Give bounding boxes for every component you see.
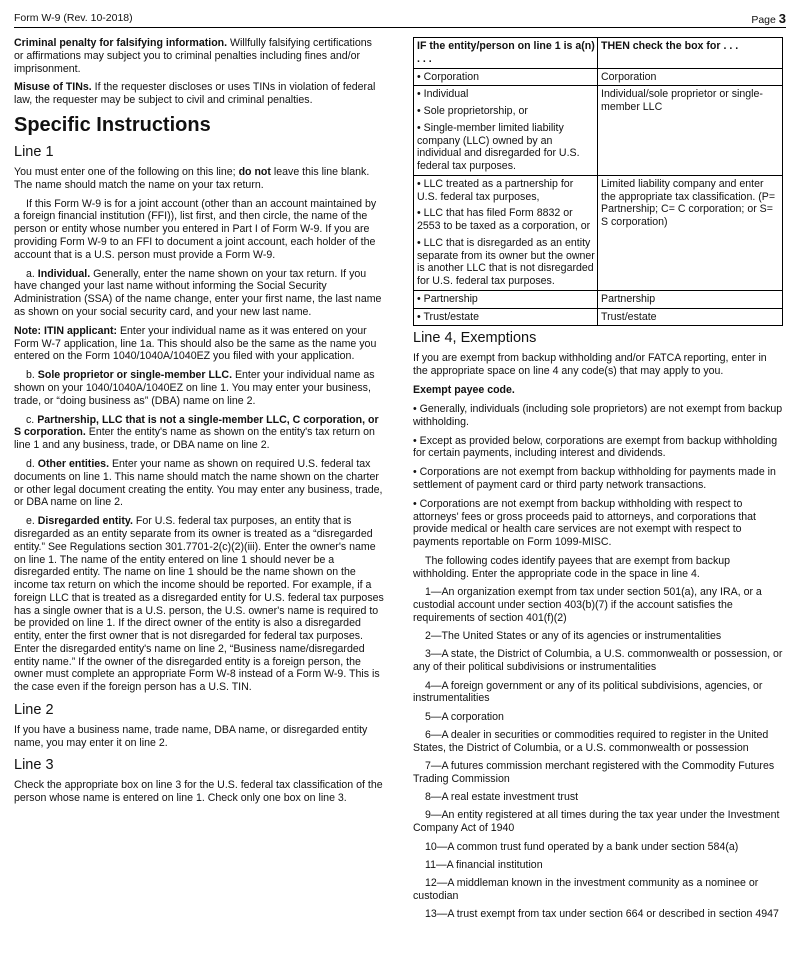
- itin-note-text: Enter your individual name as it was entered on your Form W-7 application, line 1a. This should also be the same as the name you entered on the Form 1040/1040A/1040EZ you filed with your application.: [14, 324, 377, 363]
- exempt-code-item: 10—A common trust fund operated by a bank under section 584(a): [425, 840, 739, 853]
- exempt-payee-heading: [413, 384, 783, 397]
- line1-intro-a: You must enter one of the following on this line;: [14, 165, 239, 178]
- left-column: [14, 37, 384, 811]
- codes-intro: The following codes identify payees that are exempt from backup withholding. Enter the appropriate code in the space in line 4.: [413, 555, 731, 580]
- other-entities-text: Enter your name as shown on required U.S. federal tax documents on line 1. This name should match the name shown on the charter or other legal document creating the entity. You may enter any business, trade, or DBA name on line 2.: [14, 458, 383, 509]
- checkbox-choice-cell: Trust/estate: [598, 308, 783, 326]
- entity-type-item: • Individual: [417, 88, 469, 101]
- entity-type-item: • Single-member limited liability company (LLC) owned by an individual and disregarded for U.S. federal tax purposes.: [417, 121, 580, 172]
- line1-intro-bold: do not: [238, 165, 271, 178]
- entity-type-item: • Trust/estate: [417, 310, 479, 323]
- itin-note-heading: Note: ITIN applicant:: [14, 324, 117, 337]
- entity-type-item: • Corporation: [417, 70, 480, 83]
- item-letter: c.: [26, 413, 38, 426]
- checkbox-choice-cell: Limited liability company and enter the appropriate tax classification. (P= Partnership; C= C corporation; or S= S corporation): [598, 175, 783, 290]
- exempt-code-item: 13—A trust exempt from tax under section 664 or described in section 4947: [425, 908, 779, 921]
- line2-heading: Line 2: [14, 701, 54, 718]
- item-letter: d.: [26, 458, 38, 471]
- other-entities-heading: Other entities.: [37, 458, 110, 471]
- checkbox-choice-cell: Partnership: [598, 290, 783, 308]
- table-row: [414, 308, 783, 326]
- line1-intro-c: leave this line blank. The name should match the name on your tax return.: [14, 165, 370, 191]
- partnership-text: Enter the entity's name as shown on the entity's tax return on line 1 and any business, trade, or DBA name on line 2.: [14, 426, 375, 452]
- exempt-payee-title: Exempt payee code.: [413, 383, 515, 396]
- disregarded-entity-heading: Disregarded entity.: [37, 515, 133, 528]
- entity-type-item: • Partnership: [417, 292, 478, 305]
- disregarded-entity-text: For U.S. federal tax purposes, an entity that is disregarded as an entity separate from its owner is treated as a “disregarded entity.” See Regulations section 301.7701-2(c)(2)(iii). Enter the owner's name on line 1. The name of the entity entered on line 1 should never be a disregarded entity. The name on line 1 should be the name shown on the income tax return on which the income should be reported. For example, if a foreign LLC that is treated as a disregarded entity for U.S. federal tax purposes has a single owner that is a U.S. person, the U.S. owner's name is required to be provided on line 1. If the direct owner of the entity is also a disregarded entity, enter the first owner that is not disregarded for federal tax purposes. Enter the disregarded entity's name on line 2, “Business name/disregarded entity name.” If the owner of the disregarded entity is a foreign person, the owner must complete an appropriate Form W-8 instead of a Form W-9. This is the case even if the foreign person has a U.S. TIN.: [14, 515, 384, 693]
- sole-proprietor-paragraph: [14, 369, 384, 407]
- exempt-code-item: 7—A futures commission merchant registered with the Commodity Futures Trading Commission: [413, 760, 775, 785]
- exempt-code-item: 12—A middleman known in the investment community as a nominee or custodian: [413, 877, 759, 902]
- line2-text: If you have a business name, trade name, DBA name, or disregarded entity name, you may enter it on line 2.: [14, 723, 368, 749]
- line1-intro: [14, 166, 384, 192]
- page-header: [14, 10, 786, 28]
- table-row: [414, 175, 783, 290]
- exempt-code-item: 6—A dealer in securities or commodities required to register in the United States, the District of Columbia, or a U.S. commonwealth or possession: [413, 728, 769, 754]
- checkbox-choice-cell: Corporation: [598, 68, 783, 86]
- exempt-bullet-item: • Corporations are not exempt from backup withholding with respect to attorneys' fees or gross proceeds paid to attorneys, and corporations that provide medical or health care services are not exempt with respect to payments reportable on Form 1099-MISC.: [413, 497, 756, 549]
- line1-heading: Line 1: [14, 143, 54, 160]
- entity-type-cell: [414, 68, 598, 86]
- exempt-code-item: 9—An entity registered at all times during the tax year under the Investment Company Act of 1940: [413, 809, 780, 835]
- page-label: Page: [751, 14, 779, 26]
- section-heading: Specific Instructions: [14, 113, 211, 136]
- individual-text: Generally, enter the name shown on your tax return. If you have changed your last name without informing the Social Security Administration (SSA) of the name change, enter your first name, the last name as shown on your social security card, and your new last name.: [14, 267, 382, 318]
- form-id: Form W-9 (Rev. 10-2018): [14, 12, 133, 24]
- page-indicator: [751, 11, 786, 26]
- exempt-bullet-item: • Except as provided below, corporations are exempt from backup withholding for certain payments, including interest and dividends.: [413, 434, 778, 460]
- entity-type-item: • Sole proprietorship, or: [417, 105, 528, 117]
- partnership-heading: Partnership, LLC that is not a single-member LLC, C corporation, or S corporation.: [14, 413, 379, 439]
- disregarded-entity-paragraph: [14, 515, 384, 694]
- criminal-penalty-heading: Criminal penalty for falsifying information.: [14, 37, 228, 49]
- item-letter: e.: [26, 515, 38, 528]
- exempt-code-item: 4—A foreign government or any of its political subdivisions, agencies, or instrumentalities: [413, 679, 763, 705]
- table-row: [414, 86, 783, 176]
- line3-text: Check the appropriate box on line 3 for the U.S. federal tax classification of the person whose name is entered on line 1. Check only one box on line 3.: [14, 779, 383, 804]
- exempt-bullets: [413, 403, 783, 549]
- checkbox-choice-cell: Individual/sole proprietor or single-member LLC: [598, 86, 783, 176]
- exempt-code-item: 8—A real estate investment trust: [425, 791, 579, 804]
- exempt-code-item: 3—A state, the District of Columbia, a U.S. commonwealth or possession, or any of their political subdivisions or instrumentalities: [413, 648, 783, 674]
- table-header-entity: IF the entity/person on line 1 is a(n) . . .: [414, 38, 598, 69]
- entity-type-item: • LLC that has filed Form 8832 or 2553 to be taxed as a corporation, or: [417, 207, 591, 232]
- table-row: [414, 290, 783, 308]
- misuse-tins-heading: Misuse of TINs.: [14, 81, 92, 94]
- table-header-checkbox: THEN check the box for . . .: [598, 38, 783, 69]
- partnership-paragraph: [14, 414, 384, 452]
- exempt-bullet-item: • Corporations are not exempt from backup withholding for payments made in settlement of payment card or third party network transactions.: [413, 466, 776, 491]
- exempt-code-item: 5—A corporation: [425, 710, 504, 723]
- item-letter: b.: [26, 369, 38, 382]
- exempt-bullet-item: • Generally, individuals (including sole proprietors) are not exempt from backup withholding.: [413, 402, 783, 428]
- table-row: [414, 68, 783, 86]
- individual-paragraph: [14, 268, 384, 319]
- entity-type-cell: [414, 86, 598, 176]
- entity-type-cell: [414, 290, 598, 308]
- exempt-code-item: 11—A financial institution: [425, 858, 543, 871]
- table-header-row: [414, 38, 783, 69]
- exempt-code-item: 2—The United States or any of its agencies or instrumentalities: [425, 630, 722, 643]
- page-number: 3: [778, 11, 786, 26]
- exempt-codes-list: [413, 586, 783, 921]
- line4-heading: Line 4, Exemptions: [413, 330, 537, 347]
- line3-heading: Line 3: [14, 757, 54, 774]
- line4-intro: If you are exempt from backup withholding and/or FATCA reporting, enter in the appropriate space on line 4 any code(s) that may apply to you.: [413, 352, 767, 377]
- classification-table: [413, 37, 783, 326]
- entity-type-cell: [414, 308, 598, 326]
- entity-type-item: • LLC that is disregarded as an entity separate from its owner but the owner is another LLC that is not disregarded for U.S. federal tax purposes.: [417, 236, 595, 287]
- right-column: [413, 37, 783, 927]
- itin-note: [14, 325, 384, 363]
- entity-type-cell: [414, 175, 598, 290]
- table-body: [414, 68, 783, 326]
- misuse-tins-text: If the requester discloses or uses TINs in violation of federal law, the requester may be subject to civil and criminal penalties.: [14, 81, 376, 107]
- entity-type-item: • LLC treated as a partnership for U.S. federal tax purposes,: [417, 177, 574, 203]
- misuse-tins-paragraph: [14, 81, 384, 107]
- sole-proprietor-text: Enter your individual name as shown on your 1040/1040A/1040EZ on line 1. You may enter your business, trade, or “doing business as” (DBA) name on line 2.: [14, 369, 375, 407]
- item-letter: a.: [26, 267, 38, 280]
- other-entities-paragraph: [14, 458, 384, 509]
- sole-proprietor-heading: Sole proprietor or single-member LLC.: [37, 369, 233, 382]
- criminal-penalty-text: Willfully falsifying certifications or affirmations may subject you to criminal penalties including fines and/or imprisonment.: [14, 37, 372, 75]
- criminal-penalty-paragraph: [14, 37, 384, 75]
- joint-account-paragraph: If this Form W-9 is for a joint account (other than an account maintained by a foreign financial institution (FFI)), list first, and then circle, the name of the person or entity whose number you entered in Part I of Form W-9. If you are providing Form W-9 to an FFI to document a joint account, each holder of the account that is a U.S. person must provide a Form W-9.: [14, 197, 377, 261]
- exempt-code-item: 1—An organization exempt from tax under section 501(a), any IRA, or a custodial account under section 403(b)(7) if the account satisfies the requirements of section 401(f)(2): [413, 586, 762, 624]
- individual-heading: Individual.: [37, 267, 91, 280]
